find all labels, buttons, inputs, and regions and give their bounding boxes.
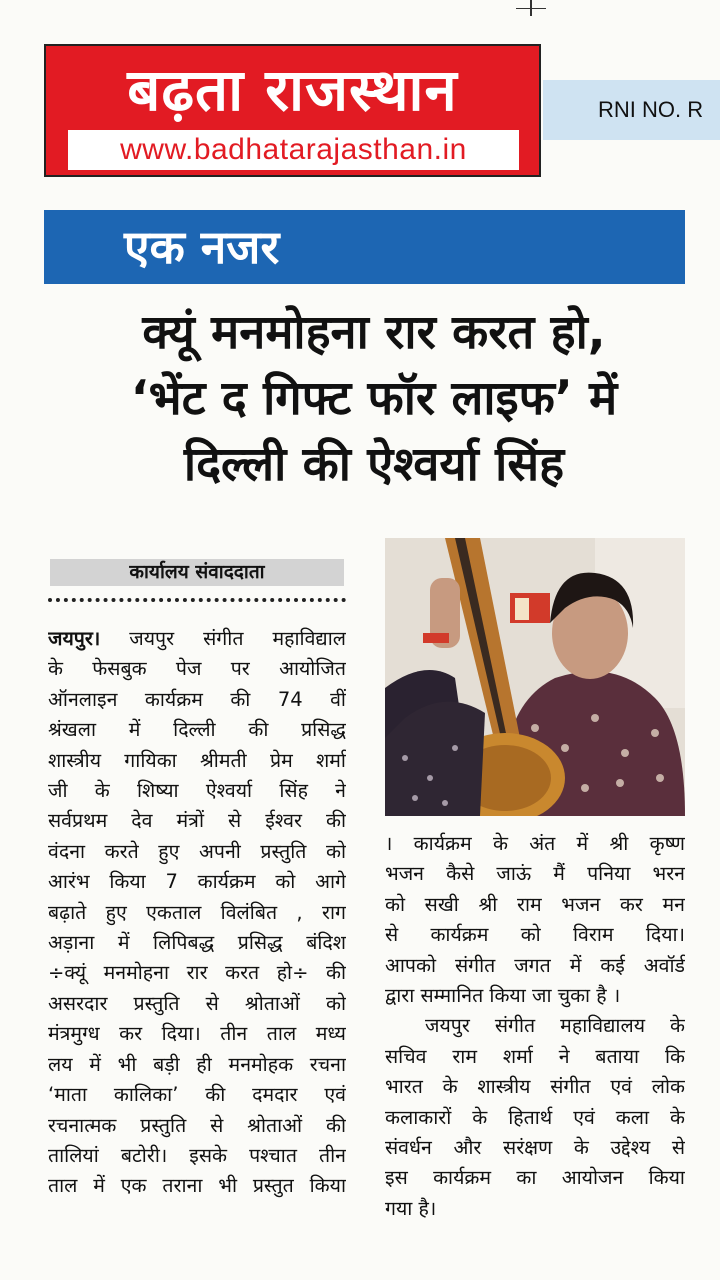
body-line: भजन कैसे जाऊं मैं पनिया भरन: [385, 862, 685, 886]
body-line: गया है।: [385, 1196, 437, 1220]
article-first-line: [48, 624, 346, 654]
article-body-right-column: [385, 829, 685, 1224]
rni-number: RNI NO. R: [598, 97, 704, 122]
dotted-divider: [48, 598, 346, 602]
masthead-url: www.badhatarajasthan.in: [120, 133, 467, 166]
masthead-title: बढ़ता राजस्थान: [127, 56, 458, 124]
headline: [44, 300, 704, 498]
headline-line-2: ‘भेंट द गिफ्ट फॉर लाइफ’ में: [130, 371, 618, 426]
body-line: असरदार प्रस्तुति से श्रोताओं को: [48, 991, 346, 1015]
body-line: आपको संगीत जगत में कई अवॉर्ड: [385, 953, 685, 977]
body-line: बढ़ाते हुए एकताल विलंबित , राग: [48, 900, 346, 924]
body-line: को सखी श्री राम भजन कर मन: [385, 892, 685, 916]
body-line: संवर्धन और सरंक्षण के उद्देश्य से: [385, 1136, 685, 1160]
body-line: ऑनलाइन कार्यक्रम की 74 वीं: [48, 687, 346, 711]
headline-line-1: क्यूं मनमोहना रार करत हो,: [142, 305, 606, 360]
body-line: जयपुर संगीत महाविद्यालय के: [425, 1014, 685, 1038]
section-title: एक नजर: [124, 220, 280, 274]
body-line: रचनात्मक प्रस्तुति से श्रोताओं की: [48, 1113, 346, 1137]
body-line: द्वारा सम्मानित किया जा चुका है ।: [385, 984, 621, 1008]
body-line: तालियां बटोरी। इसके पश्चात तीन: [48, 1143, 346, 1167]
body-line: ‘माता कालिका’ की दमदार एवं: [48, 1083, 346, 1107]
crop-mark-horizontal: [516, 8, 546, 9]
byline-box: [50, 559, 344, 586]
body-line: मंत्रमुग्ध कर दिया। तीन ताल मध्य: [48, 1022, 346, 1046]
body-line: सचिव राम शर्मा ने बताया कि: [385, 1044, 685, 1068]
body-line: भारत के शास्त्रीय संगीत एवं लोक: [385, 1075, 685, 1099]
first-line-text: जयपुर संगीत महाविद्याल: [100, 627, 346, 650]
section-bar: [44, 210, 685, 284]
masthead-url-bar: [68, 130, 519, 170]
body-line: इस कार्यक्रम का आयोजन किया: [385, 1166, 685, 1190]
rni-bar: [543, 80, 720, 140]
body-line: लय में भी बड़ी ही मनमोहक रचना: [48, 1052, 346, 1076]
masthead: [44, 44, 541, 177]
body-line: कलाकारों के हितार्थ एवं कला के: [385, 1105, 685, 1129]
body-line: ÷क्यूं मनमोहना रार करत हो÷ की: [48, 961, 346, 985]
byline: कार्यालय संवाददाता: [129, 561, 265, 583]
article-body-left-column: [48, 624, 346, 1202]
body-line: अड़ाना में लिपिबद्ध प्रसिद्ध बंदिश: [48, 931, 346, 955]
singer-with-tanpura-illustration: [385, 538, 685, 816]
body-line: शास्त्रीय गायिका श्रीमती प्रेम शर्मा: [48, 748, 346, 772]
body-line: श्रंखला में दिल्ली की प्रसिद्ध: [48, 718, 346, 742]
body-line: जी के शिष्या ऐश्वर्या सिंह ने: [48, 779, 346, 803]
article-photo: [385, 538, 685, 816]
body-line: । कार्यक्रम के अंत में श्री कृष्ण: [385, 832, 685, 855]
body-line: ताल में एक तराना भी प्रस्तुत किया: [48, 1174, 346, 1198]
body-line: आरंभ किया 7 कार्यक्रम को आगे: [48, 870, 346, 894]
headline-line-3: दिल्ली की ऐश्वर्या सिंह: [183, 437, 565, 492]
body-line: के फेसबुक पेज पर आयोजित: [48, 657, 346, 681]
body-line: सर्वप्रथम देव मंत्रों से ईश्वर की: [48, 809, 346, 833]
body-line: से कार्यक्रम को विराम दिया।: [385, 923, 685, 947]
dateline: जयपुर।: [48, 627, 101, 650]
body-line: वंदना करते हुए अपनी प्रस्तुति को: [48, 839, 346, 863]
